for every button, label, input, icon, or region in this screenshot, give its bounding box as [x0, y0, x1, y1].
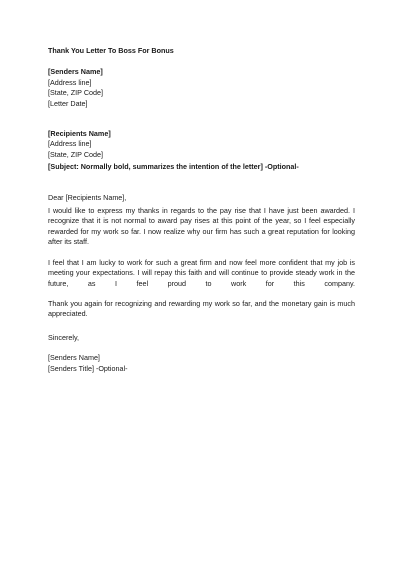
spacer — [48, 289, 355, 299]
spacer — [48, 248, 355, 258]
spacer — [48, 109, 355, 129]
document-title: Thank You Letter To Boss For Bonus — [48, 46, 174, 55]
paragraph-3: Thank you again for recognizing and rewarding my work so far, and the monetary gain is much appreciated. — [48, 298, 355, 319]
sender-name: [Senders Name] — [48, 67, 103, 77]
letter-date: [Letter Date] — [48, 98, 88, 108]
sender-block — [48, 67, 355, 109]
signature-name: [Senders Name] — [48, 353, 100, 363]
paragraph-2: I feel that I am lucky to work for such a great firm and now feel more confident that my job is meeting your expectations. I will repay this faith and will continue to provide steady work in the future, as I feel proud to work for this company. — [48, 257, 355, 288]
spacer — [48, 56, 355, 67]
recipient-block — [48, 129, 355, 160]
paragraph-1: I would like to express my thanks in regards to the pay rise that I have just been awarded. I recognize that it is not normal to award pay rises at this point of the year, so I feel especially rewarded for my work so far. I now realize why our firm has such a great reputation for looking after its staff. — [48, 206, 355, 247]
salutation: Dear [Recipients Name], — [48, 192, 127, 202]
closing: Sincerely, — [48, 332, 80, 342]
spacer — [48, 320, 355, 333]
recipient-name: [Recipients Name] — [48, 129, 111, 139]
letter-body — [48, 46, 355, 374]
signature-title: [Senders Title] -Optional- — [48, 363, 128, 373]
subject-line: [Subject: Normally bold, summarizes the intention of the letter] -Optional- — [48, 162, 299, 172]
recipient-state-zip: [State, ZIP Code] — [48, 149, 104, 159]
sender-state-zip: [State, ZIP Code] — [48, 88, 104, 98]
sender-address: [Address line] — [48, 77, 92, 87]
spacer — [48, 173, 355, 193]
recipient-address: [Address line] — [48, 139, 92, 149]
spacer — [48, 343, 355, 353]
